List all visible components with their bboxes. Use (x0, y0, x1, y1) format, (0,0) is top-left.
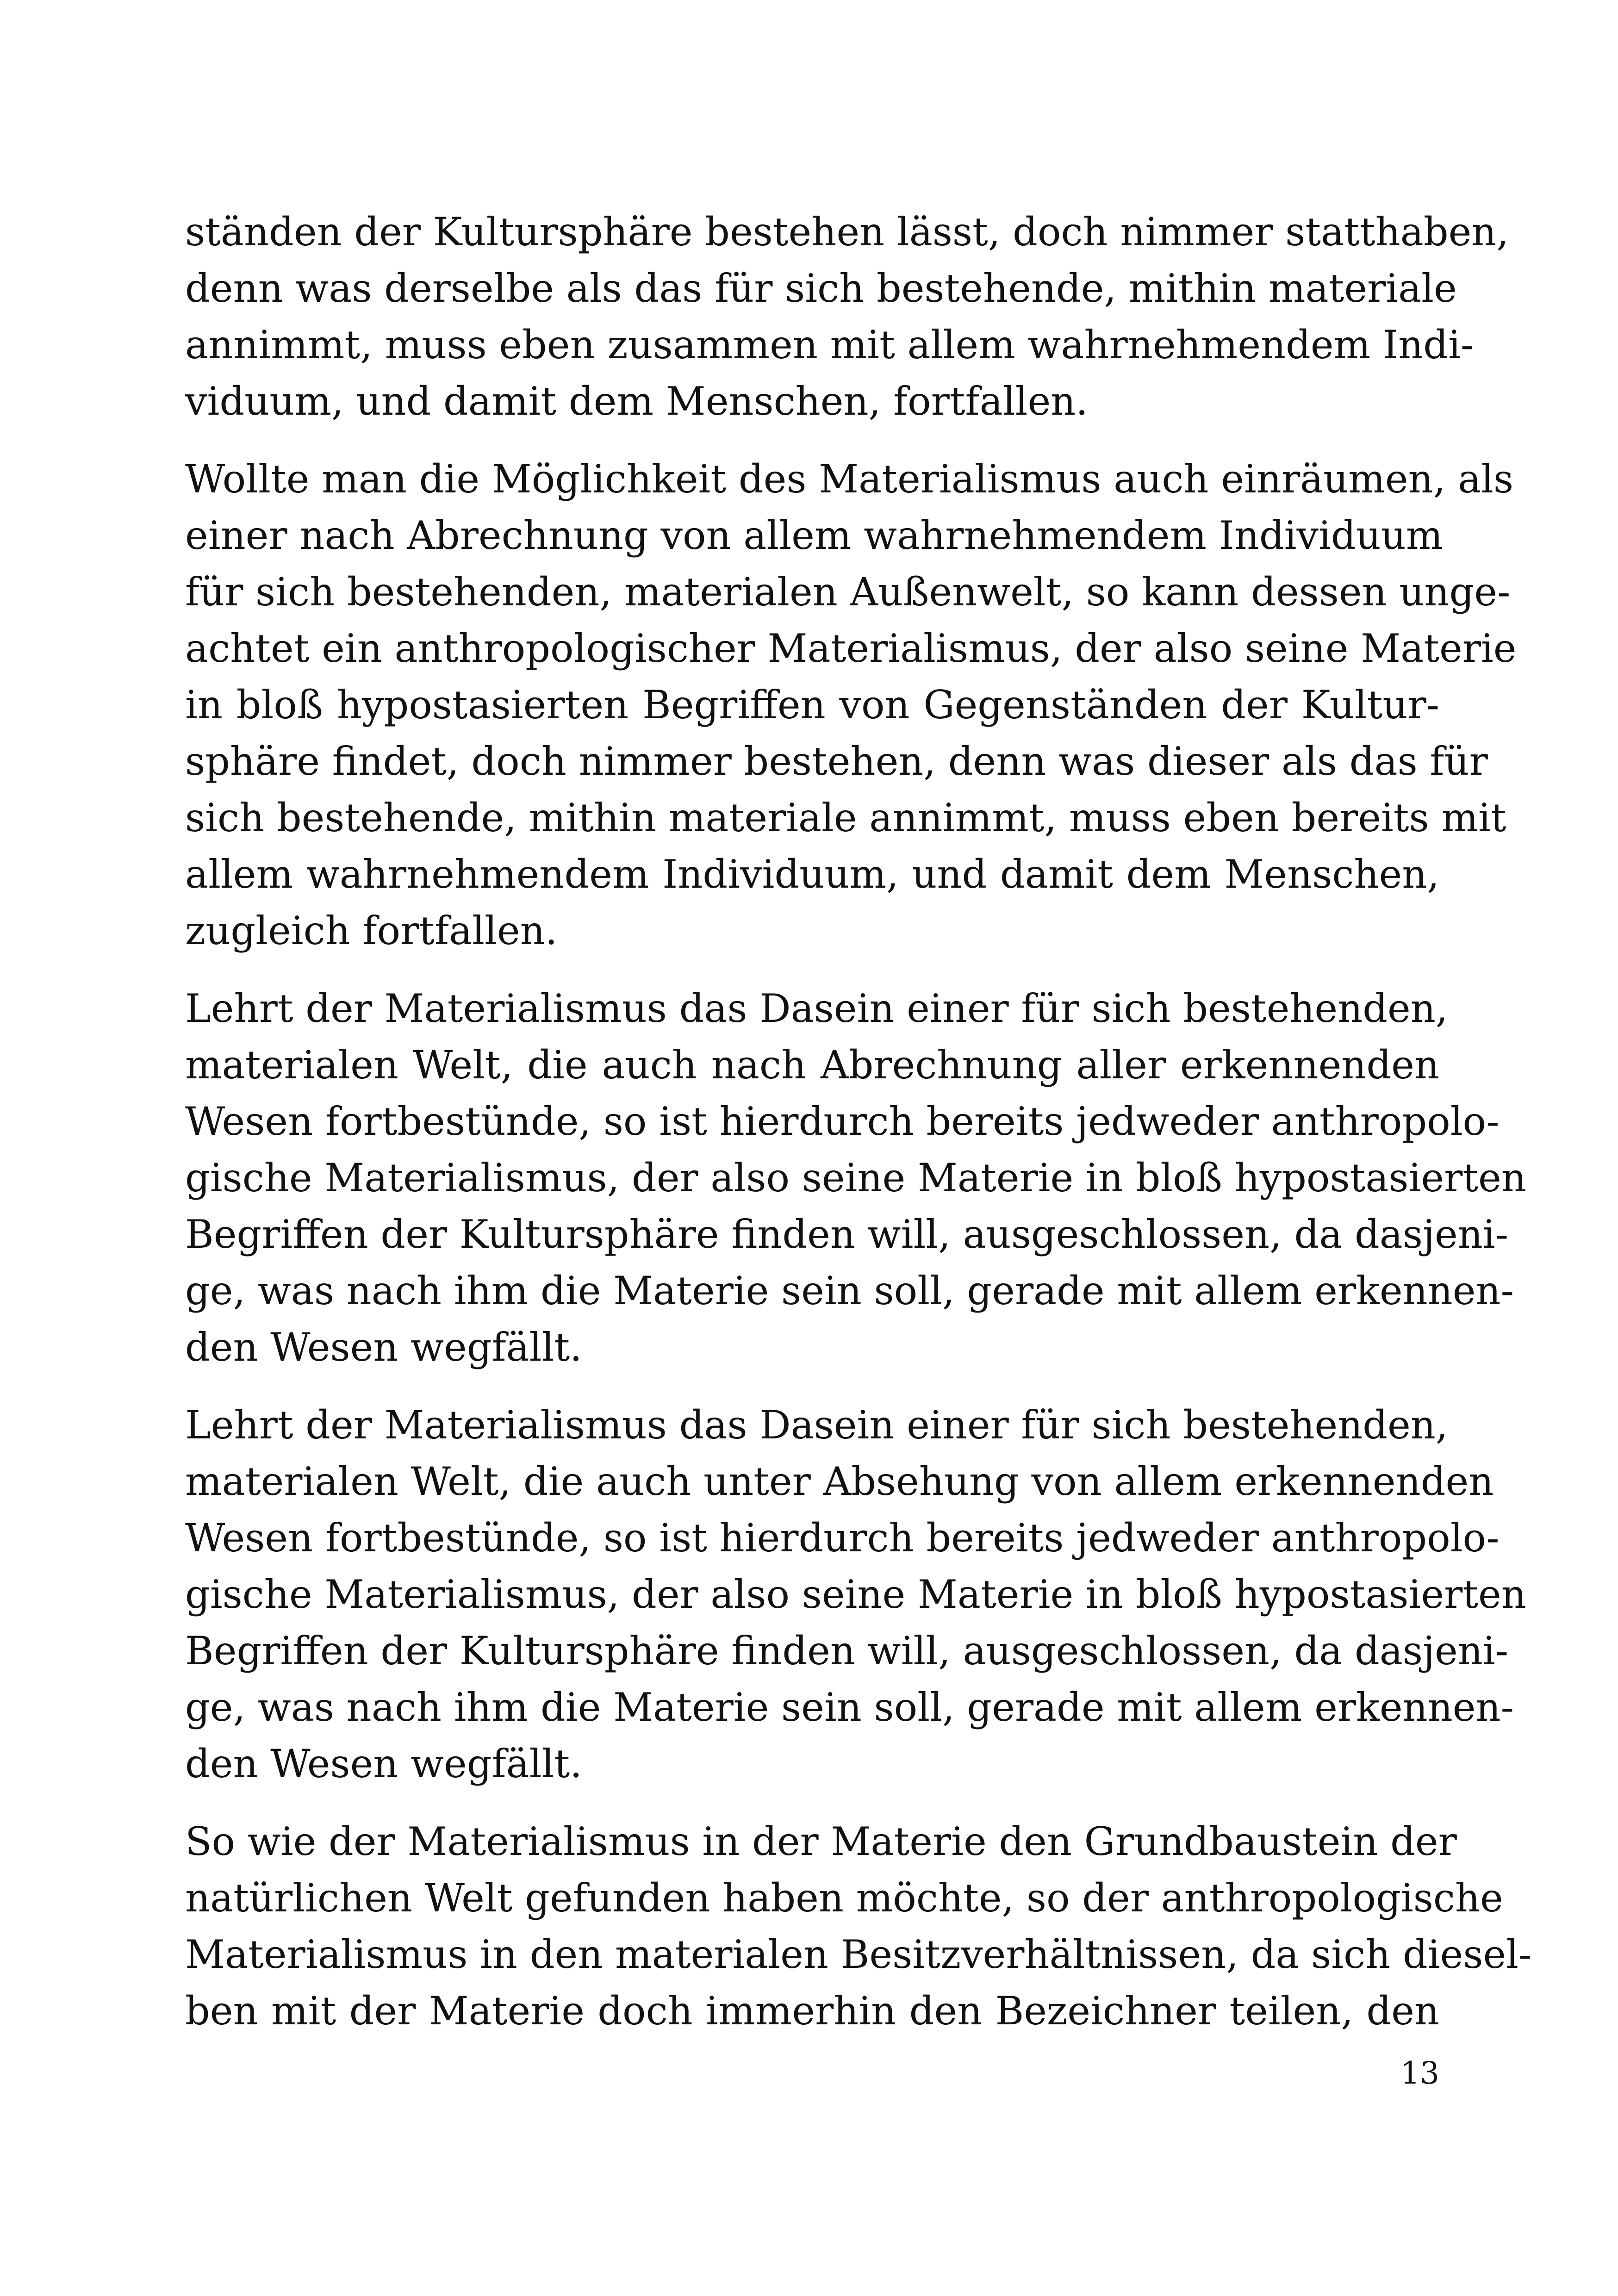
text-line: natürlichen Welt gefunden haben möchte, so der anthropologische (185, 1875, 1503, 1921)
text-line: für sich bestehenden, materialen Außenwelt, so kann dessen unge- (185, 569, 1511, 615)
text-line: ben mit der Materie doch immerhin den Bezeichner teilen, den (185, 1988, 1439, 2034)
text-line: zugleich fortfallen. (185, 908, 558, 953)
text-line: den Wesen wegfällt. (185, 1325, 582, 1370)
text-line: gische Materialismus, der also seine Materie in bloß hypostasierten (185, 1155, 1526, 1201)
text-line: sphäre findet, doch nimmer bestehen, denn was dieser als das für (185, 739, 1488, 784)
text-line: viduum, und damit dem Menschen, fortfallen. (185, 379, 1088, 424)
text-line: ge, was nach ihm die Materie sein soll, gerade mit allem erkennen- (185, 1685, 1514, 1730)
text-line: Begriffen der Kultursphäre finden will, ausgeschlossen, da dasjeni- (185, 1212, 1509, 1257)
text-line: ständen der Kultursphäre bestehen lässt, doch nimmer statthaben, (185, 209, 1509, 255)
text-line: materialen Welt, die auch unter Absehung von allem erkennenden (185, 1459, 1494, 1504)
text-line: Lehrt der Materialismus das Dasein einer für sich bestehenden, (185, 1402, 1448, 1448)
text-line: in bloß hypostasierten Begriffen von Gegenständen der Kultur- (185, 682, 1439, 728)
text-line: Lehrt der Materialismus das Dasein einer für sich bestehenden, (185, 986, 1448, 1031)
text-line: Wesen fortbestünde, so ist hierdurch bereits jedweder anthropolo- (185, 1515, 1500, 1561)
paragraph (185, 1813, 1532, 2039)
text-line: ge, was nach ihm die Materie sein soll, gerade mit allem erkennen- (185, 1268, 1514, 1313)
text-line: gische Materialismus, der also seine Materie in bloß hypostasierten (185, 1572, 1526, 1617)
text-line: allem wahrnehmendem Individuum, und damit dem Menschen, (185, 852, 1439, 897)
text-line: den Wesen wegfällt. (185, 1741, 582, 1786)
paragraph (185, 980, 1526, 1375)
paragraph (185, 204, 1509, 429)
text-line: Materialismus in den materialen Besitzverhältnissen, da sich diesel- (185, 1932, 1532, 1977)
text-line: Wollte man die Möglichkeit des Materialismus auch einräumen, als (185, 456, 1514, 502)
text-line: achtet ein anthropologischer Materialismus, der also seine Materie (185, 626, 1517, 671)
text-line: denn was derselbe als das für sich bestehende, mithin materiale (185, 266, 1457, 311)
text-line: annimmt, muss eben zusammen mit allem wahrnehmendem Indi- (185, 322, 1474, 367)
text-line: So wie der Materialismus in der Materie den Grundbaustein der (185, 1819, 1457, 1864)
text-line: materialen Welt, die auch nach Abrechnung aller erkennenden (185, 1042, 1439, 1088)
text-line: Begriffen der Kultursphäre finden will, ausgeschlossen, da dasjeni- (185, 1628, 1509, 1674)
paragraph (185, 451, 1517, 959)
text-line: einer nach Abrechnung von allem wahrnehmendem Individuum (185, 513, 1443, 558)
text-line: sich bestehende, mithin materiale annimmt, muss eben bereits mit (185, 795, 1506, 840)
body-text (185, 204, 1532, 2060)
page-number: 13 (1400, 2055, 1439, 2091)
paragraph (185, 1397, 1526, 1792)
text-line: Wesen fortbestünde, so ist hierdurch bereits jedweder anthropolo- (185, 1099, 1500, 1144)
